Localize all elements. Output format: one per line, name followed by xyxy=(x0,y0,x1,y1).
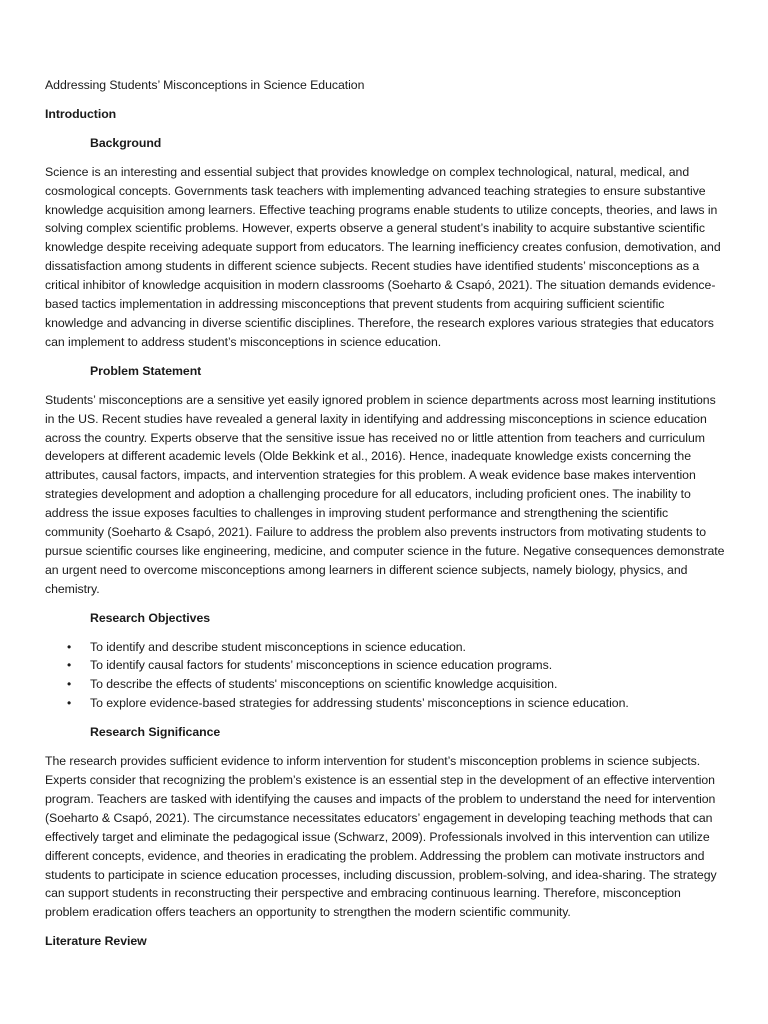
list-item xyxy=(45,675,725,694)
research-objectives-heading: Research Objectives xyxy=(90,610,211,625)
literature-review-heading: Literature Review xyxy=(45,934,147,949)
document-body xyxy=(45,76,725,961)
list-item-text: To identify and describe student misconceptions in science education. xyxy=(90,639,466,654)
list-item xyxy=(45,638,725,657)
document-title: Addressing Students’ Misconceptions in Science Education xyxy=(45,78,365,92)
bullet-icon: • xyxy=(67,639,72,654)
research-objectives-list xyxy=(45,638,725,714)
list-item xyxy=(45,656,725,675)
background-heading: Background xyxy=(90,135,162,150)
list-item-text: To identify causal factors for students’ misconceptions in science education programs. xyxy=(90,658,553,673)
research-significance-paragraph: The research provides sufficient evidence to inform intervention for student’s misconception problems in science subjects. Experts consider that recognizing the problem’s existence is an essential step in the development of an effective intervention program. Teachers are tasked with identifying the causes and impacts of the problem to understand the need for intervention (Soeharto & Csapó, 2021). The circumstance necessitates educators’ engagement in developing teaching methods that can effectively target and eliminate the pedagogical issue (Schwarz, 2009). Professionals involved in this intervention can utilize different concepts, evidence, and theories in eradicating the problem. Addressing the problem can motivate instructors and students to participate in science education processes, including discussion, problem-solving, and idea-sharing. The strategy can support students in reconstructing their perspective and embracing continuous learning. Therefore, misconception problem eradication offers teachers an opportunity to strengthen the modern scientific community. xyxy=(45,754,717,920)
background-paragraph: Science is an interesting and essential subject that provides knowledge on complex technological, natural, medical, and cosmological concepts. Governments task teachers with implementing advanced teaching strategies to ensure substantive knowledge acquisition among learners. Effective teaching programs enable students to utilize concepts, theories, and laws in solving complex scientific problems. However, experts observe a general student’s inability to acquire substantive scientific knowledge despite receiving adequate support from educators. The learning inefficiency creates confusion, demotivation, and dissatisfaction among students in different science subjects. Recent studies have identified students’ misconceptions as a critical inhibitor of knowledge acquisition in modern classrooms (Soeharto & Csapó, 2021). The situation demands evidence-based tactics implementation in addressing misconceptions that prevent students from acquiring sufficient scientific knowledge and advancing in diverse scientific disciplines. Therefore, the research explores various strategies that educators can implement to address student’s misconceptions in science education. xyxy=(45,164,721,349)
bullet-icon: • xyxy=(67,658,72,673)
list-item-text: To explore evidence-based strategies for addressing students’ misconceptions in science education. xyxy=(90,696,629,711)
problem-statement-heading: Problem Statement xyxy=(90,363,202,378)
bullet-icon: • xyxy=(67,677,72,692)
problem-statement-paragraph: Students’ misconceptions are a sensitive yet easily ignored problem in science departments across most learning institutions in the US. Recent studies have revealed a general laxity in identifying and addressing misconceptions in science education across the country. Experts observe that the sensitive issue has received no or little attention from teachers and curriculum developers at different academic levels (Olde Bekkink et al., 2016). Hence, inadequate knowledge exists concerning the attributes, causal factors, impacts, and intervention strategies for this problem. A weak evidence base makes intervention strategies development and adoption a challenging procedure for all educators, including proficient ones. The inability to address the issue exposes faculties to challenges in improving student performance and strengthening the scientific community (Soeharto & Csapó, 2021). Failure to address the problem also prevents instructors from motivating students to pursue scientific courses like engineering, medicine, and computer science in the future. Negative consequences demonstrate an urgent need to overcome misconceptions among learners in different science subjects, namely biology, physics, and chemistry. xyxy=(45,392,725,596)
list-item xyxy=(45,694,725,713)
list-item-text: To describe the effects of students' misconceptions on scientific knowledge acquisition. xyxy=(90,677,558,692)
introduction-heading: Introduction xyxy=(45,106,117,121)
bullet-icon: • xyxy=(67,696,72,711)
research-significance-heading: Research Significance xyxy=(90,725,221,740)
